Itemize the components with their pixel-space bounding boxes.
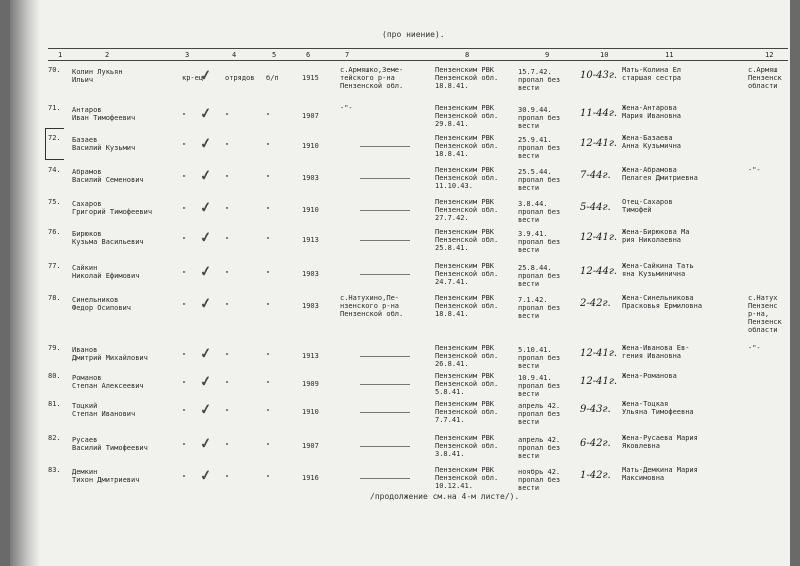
record-number: 74. [48, 166, 61, 174]
continuation-header: (про ниение). [382, 30, 445, 39]
birth-year: 1903 [302, 302, 319, 310]
person-name: Базаев Василий Кузьмич [72, 136, 136, 152]
fate-cell: 15.7.42. пропал без вести [518, 68, 561, 92]
rank-cell: кр-ец [182, 74, 204, 82]
check-mark-icon: ✓ [198, 373, 213, 391]
fate-cell: апрель 42. пропал без вести [518, 402, 561, 426]
column-number: 10 [600, 51, 609, 59]
party-cell: " [266, 302, 271, 310]
conscription-cell: Пензенским РВК Пензенской обл. 11.10.43. [435, 166, 499, 190]
dash-line [360, 384, 410, 385]
birth-year: 1903 [302, 174, 319, 182]
rank-cell: " [182, 206, 187, 214]
handwritten-date: 2-42г. [580, 298, 611, 309]
relatives-cell: Отец-Сахаров Тимофей [622, 198, 673, 214]
conscription-cell: Пензенским РВК Пензенской обл. 24.7.41. [435, 262, 499, 286]
conscription-cell: Пензенским РВК Пензенской обл. 18.8.41. [435, 66, 499, 90]
fate-cell: 5.10.41. пропал без вести [518, 346, 561, 370]
birth-year: 1916 [302, 474, 319, 482]
unit-cell: отрядов [225, 74, 255, 82]
handwritten-date: 1-42г. [580, 470, 611, 481]
column-number: 11 [665, 51, 674, 59]
document-sheet [10, 0, 790, 566]
column-number: 3 [185, 51, 190, 59]
relatives-cell: Жена-Русаева Мария Яковлевна [622, 434, 698, 450]
birth-year: 1907 [302, 112, 319, 120]
fate-cell: 3.9.41. пропал без вести [518, 230, 561, 254]
address-cell: с.Армяш Пензенск области [748, 66, 782, 90]
table-row [10, 66, 790, 106]
dash-line [360, 210, 410, 211]
address-cell: -"- [748, 344, 761, 352]
column-number: 12 [765, 51, 774, 59]
birthplace-cell: -"- [340, 104, 353, 112]
party-cell: " [266, 474, 271, 482]
dash-line [360, 356, 410, 357]
person-name: Демкин Тихон Дмитриевич [72, 468, 140, 484]
rank-cell: " [182, 474, 187, 482]
record-number: 82. [48, 434, 61, 442]
party-cell: " [266, 142, 271, 150]
fate-cell: ноябрь 42. пропал без вести [518, 468, 561, 492]
conscription-cell: Пензенским РВК Пензенской обл. 29.8.41. [435, 104, 499, 128]
check-mark-icon: ✓ [198, 295, 213, 313]
birth-year: 1910 [302, 408, 319, 416]
relatives-cell: Мать-Демкина Мария Максимовна [622, 466, 698, 482]
birth-year: 1907 [302, 442, 319, 450]
record-number: 75. [48, 198, 61, 206]
fate-cell: 7.1.42. пропал без вести [518, 296, 561, 320]
relatives-cell: Мать-Колина Ел старшая сестра [622, 66, 682, 82]
party-cell: б/п [266, 74, 279, 82]
header-rule-top [48, 48, 788, 49]
handwritten-date: 12-41г. [580, 348, 618, 359]
relatives-cell: Жена-Сайкина Тать яна Кузьминична [622, 262, 694, 278]
fate-cell: 25.5.44. пропал без вести [518, 168, 561, 192]
column-number: 9 [545, 51, 550, 59]
party-cell: " [266, 408, 271, 416]
record-number: 83. [48, 466, 61, 474]
party-cell: " [266, 112, 271, 120]
party-cell: " [266, 174, 271, 182]
dash-line [360, 178, 410, 179]
check-mark-icon: ✓ [198, 229, 213, 247]
column-number: 5 [272, 51, 277, 59]
rank-cell: " [182, 442, 187, 450]
handwritten-date: 7-44г. [580, 170, 611, 181]
fate-cell: 30.9.44. пропал без вести [518, 106, 561, 130]
unit-cell: " [225, 352, 230, 360]
person-name: Тоцкий Степан Иванович [72, 402, 136, 418]
person-name: Сахаров Григорий Тимофеевич [72, 200, 153, 216]
table-row [10, 294, 790, 334]
person-name: Бирюков Кузьма Васильевич [72, 230, 144, 246]
check-mark-icon: ✓ [198, 467, 213, 485]
conscription-cell: Пензенским РВК Пензенской обл. 25.8.41. [435, 228, 499, 252]
birth-year: 1915 [302, 74, 319, 82]
unit-cell: " [225, 112, 230, 120]
party-cell: " [266, 206, 271, 214]
rank-cell: " [182, 174, 187, 182]
party-cell: " [266, 442, 271, 450]
conscription-cell: Пензенским РВК Пензенской обл. 7.7.41. [435, 400, 499, 424]
unit-cell: " [225, 380, 230, 388]
dash-line [360, 478, 410, 479]
record-number: 77. [48, 262, 61, 270]
rank-cell: " [182, 236, 187, 244]
person-name: Синельников Федор Осипович [72, 296, 132, 312]
column-number: 1 [58, 51, 63, 59]
handwritten-date: 6-42г. [580, 438, 611, 449]
conscription-cell: Пензенским РВК Пензенской обл. 26.8.41. [435, 344, 499, 368]
handwritten-date: 10-43г. [580, 70, 618, 81]
relatives-cell: Жена-Романова [622, 372, 677, 380]
unit-cell: " [225, 302, 230, 310]
fate-cell: апрель 42. пропал без вести [518, 436, 561, 460]
column-number: 7 [345, 51, 350, 59]
handwritten-date: 9-43г. [580, 404, 611, 415]
address-cell: -"- [748, 166, 761, 174]
column-number: 8 [465, 51, 470, 59]
rank-cell: " [182, 408, 187, 416]
rank-cell: " [182, 142, 187, 150]
relatives-cell: Жена-Бирюкова Ма рия Николаевна [622, 228, 690, 244]
birth-year: 1910 [302, 142, 319, 150]
check-mark-icon: ✓ [198, 167, 213, 185]
unit-cell: " [225, 270, 230, 278]
footer-note: /продолжение см.на 4-м листе/). [370, 492, 520, 501]
handwritten-date: 12-41г. [580, 232, 618, 243]
conscription-cell: Пензенским РВК Пензенской обл. 10.12.41. [435, 466, 499, 490]
check-mark-icon: ✓ [198, 135, 213, 153]
record-number: 71. [48, 104, 61, 112]
record-number: 79. [48, 344, 61, 352]
record-number: 78. [48, 294, 61, 302]
handwritten-date: 12-41г. [580, 376, 618, 387]
conscription-cell: Пензенским РВК Пензенской обл. 18.8.41. [435, 294, 499, 318]
check-mark-icon: ✓ [198, 401, 213, 419]
unit-cell: " [225, 408, 230, 416]
unit-cell: " [225, 174, 230, 182]
record-number: 70. [48, 66, 61, 74]
relatives-cell: Жена-Антарова Мария Ивановна [622, 104, 682, 120]
address-cell: с.Натух Пензенс р-на, Пензенск области [748, 294, 782, 334]
unit-cell: " [225, 206, 230, 214]
dash-line [360, 146, 410, 147]
conscription-cell: Пензенским РВК Пензенской обл. 3.8.41. [435, 434, 499, 458]
check-mark-icon: ✓ [198, 67, 213, 85]
unit-cell: " [225, 142, 230, 150]
conscription-cell: Пензенским РВК Пензенской обл. 27.7.42. [435, 198, 499, 222]
conscription-cell: Пензенским РВК Пензенской обл. 5.8.41. [435, 372, 499, 396]
birthplace-cell: с.Натухино,Пе- нзенского р-на Пензенской обл. [340, 294, 404, 318]
check-mark-icon: ✓ [198, 263, 213, 281]
column-number: 6 [306, 51, 311, 59]
fate-cell: 3.8.44. пропал без вести [518, 200, 561, 224]
party-cell: " [266, 236, 271, 244]
dash-line [360, 274, 410, 275]
rank-cell: " [182, 352, 187, 360]
birth-year: 1909 [302, 380, 319, 388]
column-number: 4 [232, 51, 237, 59]
person-name: Русаев Василий Тимофеевич [72, 436, 148, 452]
record-number: 80. [48, 372, 61, 380]
person-name: Сайкин Николай Ефимович [72, 264, 140, 280]
fate-cell: 10.9.41. пропал без вести [518, 374, 561, 398]
handwritten-date: 11-44г. [580, 108, 618, 119]
party-cell: " [266, 380, 271, 388]
dash-line [360, 412, 410, 413]
relatives-cell: Жена-Иванова Ев- гения Ивановна [622, 344, 690, 360]
check-mark-icon: ✓ [198, 105, 213, 123]
conscription-cell: Пензенским РВК Пензенской обл. 18.8.41. [435, 134, 499, 158]
birth-year: 1913 [302, 236, 319, 244]
rank-cell: " [182, 112, 187, 120]
birth-year: 1910 [302, 206, 319, 214]
dash-line [360, 240, 410, 241]
rank-cell: " [182, 302, 187, 310]
check-mark-icon: ✓ [198, 345, 213, 363]
person-name: Романов Степан Алексеевич [72, 374, 144, 390]
party-cell: " [266, 352, 271, 360]
unit-cell: " [225, 236, 230, 244]
record-number: 72. [48, 134, 61, 142]
column-number: 2 [105, 51, 110, 59]
birth-year: 1903 [302, 270, 319, 278]
unit-cell: " [225, 442, 230, 450]
person-name: Абрамов Василий Семенович [72, 168, 144, 184]
party-cell: " [266, 270, 271, 278]
header-rule-bottom [48, 60, 788, 61]
check-mark-icon: ✓ [198, 435, 213, 453]
person-name: Иванов Дмитрий Михайлович [72, 346, 148, 362]
record-number: 76. [48, 228, 61, 236]
record-number: 81. [48, 400, 61, 408]
relatives-cell: Жена-Абрамова Пелагея Дмитриевна [622, 166, 698, 182]
dash-line [360, 446, 410, 447]
handwritten-date: 12-44г. [580, 266, 618, 277]
person-name: Колин Лукьян Ильич [72, 68, 123, 84]
handwritten-date: 5-44г. [580, 202, 611, 213]
birthplace-cell: с.Армяшко,Земе- тейского р-на Пензенской обл. [340, 66, 404, 90]
fate-cell: 25.9.41. пропал без вести [518, 136, 561, 160]
fate-cell: 25.8.44. пропал без вести [518, 264, 561, 288]
unit-cell: " [225, 474, 230, 482]
check-mark-icon: ✓ [198, 199, 213, 217]
rank-cell: " [182, 270, 187, 278]
relatives-cell: Жена-Синельникова Прасковья Ермиловна [622, 294, 703, 310]
handwritten-date: 12-41г. [580, 138, 618, 149]
person-name: Антаров Иван Тимофеевич [72, 106, 136, 122]
relatives-cell: Жена-Базаева Анна Кузьмична [622, 134, 682, 150]
rank-cell: " [182, 380, 187, 388]
birth-year: 1913 [302, 352, 319, 360]
relatives-cell: Жена-Тоцкая Ульяна Тимофеевна [622, 400, 694, 416]
